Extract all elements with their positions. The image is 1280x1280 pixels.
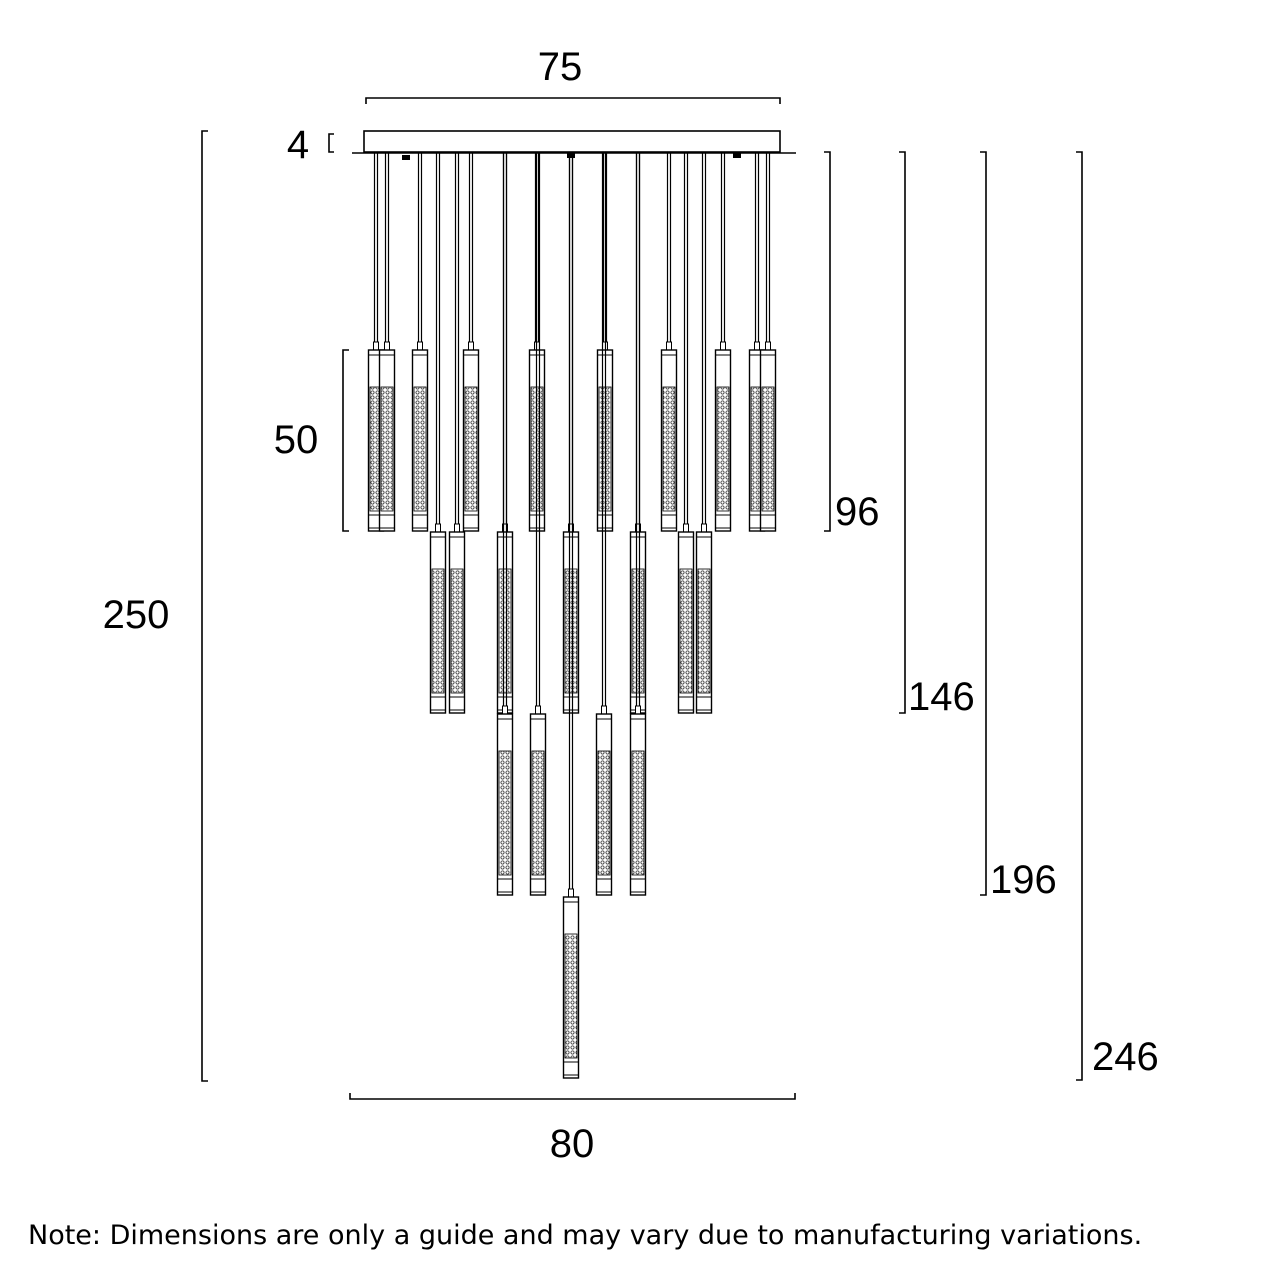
perforated-section (532, 751, 544, 875)
perforated-section (680, 569, 692, 693)
dim-drop-96 (824, 152, 880, 534)
perforated-section (499, 751, 511, 875)
cord-grip (721, 342, 726, 350)
perforated-section (381, 387, 393, 511)
perforated-section (414, 387, 426, 511)
cord-grip (602, 706, 607, 714)
perforated-section (698, 569, 710, 693)
dim-drop-146 (899, 152, 975, 719)
pendant (380, 153, 395, 531)
cord-grip (436, 524, 441, 532)
cord-grip (418, 342, 423, 350)
dim-drop-196 (980, 152, 1057, 902)
perforated-section (565, 569, 577, 693)
perforated-section (565, 934, 577, 1058)
pendant (450, 153, 465, 713)
perforated-section (632, 569, 644, 693)
cord-grip (455, 524, 460, 532)
perforated-section (762, 387, 774, 511)
pendant (464, 153, 479, 531)
pendant (679, 153, 694, 713)
pendant (431, 153, 446, 713)
perforated-section (717, 387, 729, 511)
pendant (413, 153, 428, 531)
dim-drop-246-label: 246 (1092, 1035, 1159, 1079)
pendant (761, 153, 776, 531)
dim-canopy-height (287, 123, 334, 167)
pendant (697, 153, 712, 713)
perforated-section (598, 751, 610, 875)
perforated-section (451, 569, 463, 693)
cord-grip (667, 342, 672, 350)
dim-drop-196-label: 196 (990, 858, 1057, 902)
dim-drop-246 (1076, 152, 1159, 1080)
cord-grip (569, 889, 574, 897)
pendant (662, 153, 677, 531)
dim-drop-146-label: 146 (908, 675, 975, 719)
dim-overall-height (103, 131, 208, 1081)
pendant (631, 153, 646, 713)
cord-grip (766, 342, 771, 350)
cord-grip (755, 342, 760, 350)
dim-drop-96-label: 96 (835, 490, 880, 534)
perforated-section (465, 387, 477, 511)
dim-pendant-length-label: 50 (273, 418, 319, 462)
cord-grip (702, 524, 707, 532)
pendant (716, 153, 731, 531)
canopy-fixing (567, 153, 575, 158)
dim-overall-width (350, 1093, 795, 1166)
canopy (352, 131, 796, 153)
pendant (564, 153, 579, 713)
cord-grip (374, 342, 379, 350)
canopy-fixing (733, 153, 741, 158)
dim-pendant-length (274, 350, 349, 531)
cord-grip (469, 342, 474, 350)
pendant-group (369, 153, 776, 1078)
dim-canopy-height-label: 4 (286, 123, 310, 167)
cord-grip (684, 524, 689, 532)
perforated-section (432, 569, 444, 693)
pendant (498, 153, 513, 713)
cord-grip (536, 706, 541, 714)
dim-canopy-width (366, 45, 780, 104)
cord-grip (636, 706, 641, 714)
perforated-section (499, 569, 511, 693)
canopy-fixing (402, 155, 410, 160)
dim-overall-width-label: 80 (549, 1122, 595, 1166)
dimensions-note: Note: Dimensions are only a guide and may vary due to manufacturing variations. (28, 1220, 1143, 1251)
cord-grip (385, 342, 390, 350)
dim-overall-height-label: 250 (102, 593, 170, 637)
cord-grip (503, 706, 508, 714)
dim-canopy-width-label: 75 (537, 45, 583, 89)
perforated-section (632, 751, 644, 875)
perforated-section (663, 387, 675, 511)
